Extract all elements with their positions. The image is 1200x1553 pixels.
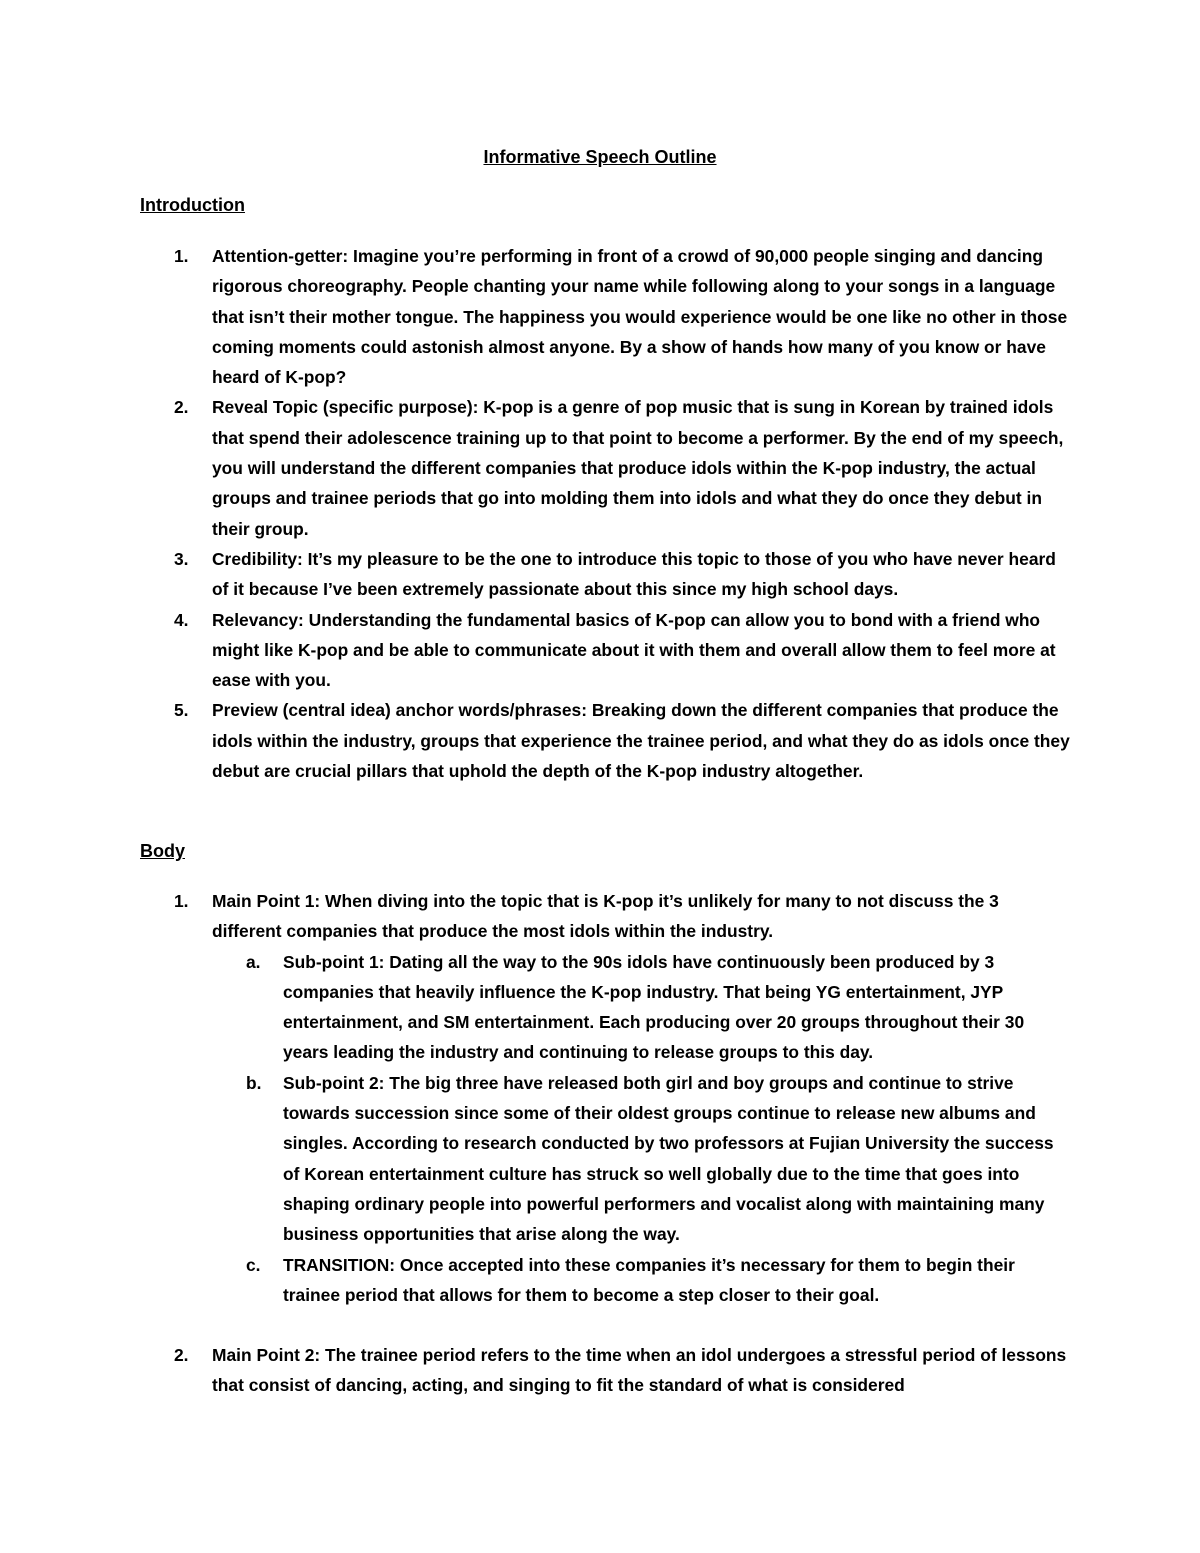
transition	[0, 1250, 1063, 1311]
list-item-number: 4.	[174, 609, 189, 630]
body-list	[0, 886, 1200, 1310]
list-item-number: 2.	[174, 1345, 189, 1365]
credibility-text: Credibility: It’s my pleasure to be the one to introduce this topic to those of you who have never heard of it because I’ve been extremely passionate about this since my high school days.	[212, 548, 1056, 600]
sub-point-1	[0, 947, 1063, 1068]
list-item	[0, 605, 1072, 696]
sub-point-2	[0, 1068, 1063, 1250]
preview-text: Preview (central idea) anchor words/phrases: Breaking down the different companies that produce the idols within the industry, groups that experience the trainee period, and what they do as idols once they debut are crucial pillars that uphold the depth of the K-pop industry altogether.	[212, 700, 1070, 782]
reveal-topic-text: Reveal Topic (specific purpose): K-pop is a genre of pop music that is sung in Korean by trained idols that spend their adolescence training up to that point to become a performer. By the end of my speech, you will understand the different companies that produce idols within the K-pop industry, the actual groups and trainee periods that go into molding them into idols and what they do once they debut in their group.	[212, 397, 1064, 539]
document-title: Informative Speech Outline	[483, 147, 717, 167]
sub-point-letter: b.	[246, 1072, 262, 1093]
relevancy-text: Relevancy: Understanding the fundamental basics of K-pop can allow you to bond with a friend who might like K-pop and be able to communicate about it with them and overall allow them to feel more at ease with you.	[212, 609, 1056, 691]
list-item	[0, 241, 1072, 392]
list-item-number: 2.	[174, 397, 189, 418]
sub-point-2-text: Sub-point 2: The big three have released both girl and boy groups and continue to strive towards succession since some of their oldest groups continue to release new albums and singles. According to research conducted by two professors at Fujian University the success of Korean entertainment culture has struck so well globally due to the time that goes into shaping ordinary people into powerful performers and vocalist along with maintaining many business opportunities that arise along the way.	[283, 1072, 1054, 1245]
attention-getter-text: Attention-getter: Imagine you’re performing in front of a crowd of 90,000 people singing and dancing rigorous choreography. People chanting your name while following along to your songs in a language that isn’t their mother tongue. The happiness you would experience would be one like no other in those coming moments could astonish almost anyone. By a show of hands how many of you know or have heard of K-pop?	[212, 246, 1068, 388]
body-list-continued	[0, 1340, 1200, 1401]
main-point-2-text: Main Point 2: The trainee period refers to the time when an idol undergoes a stressful period of lessons that consist of dancing, acting, and singing to fit the standard of what is considered	[212, 1345, 1067, 1396]
list-item-number: 1.	[174, 246, 189, 266]
list-item-number: 5.	[174, 700, 189, 721]
body-heading: Body	[140, 841, 185, 861]
introduction-heading: Introduction	[140, 195, 245, 215]
list-item-number: 3.	[174, 548, 189, 569]
main-point-1-text: Main Point 1: When diving into the topic that is K-pop it’s unlikely for many to not discuss the 3 different companies that produce the most idols within the industry.	[212, 891, 999, 942]
main-point-2	[0, 1340, 1072, 1401]
main-point-1-subpoints	[212, 947, 1072, 1311]
sub-point-1-text: Sub-point 1: Dating all the way to the 90s idols have continuously been produced by 3 companies that heavily influence the K-pop industry. That being YG entertainment, JYP entertainment, and SM entertainment. Each producing over 20 groups throughout their 30 years leading the industry and continuing to release groups to this day.	[283, 951, 1025, 1063]
transition-text: TRANSITION: Once accepted into these companies it’s necessary for them to begin their trainee period that allows for them to become a step closer to their goal.	[283, 1254, 1015, 1305]
sub-point-letter: a.	[246, 951, 261, 972]
introduction-list	[0, 241, 1200, 786]
sub-point-letter: c.	[246, 1254, 261, 1275]
list-item-number: 1.	[174, 891, 189, 911]
main-point-1	[0, 886, 1072, 1310]
list-item	[0, 544, 1072, 605]
list-item	[0, 695, 1072, 786]
list-item	[0, 392, 1072, 543]
